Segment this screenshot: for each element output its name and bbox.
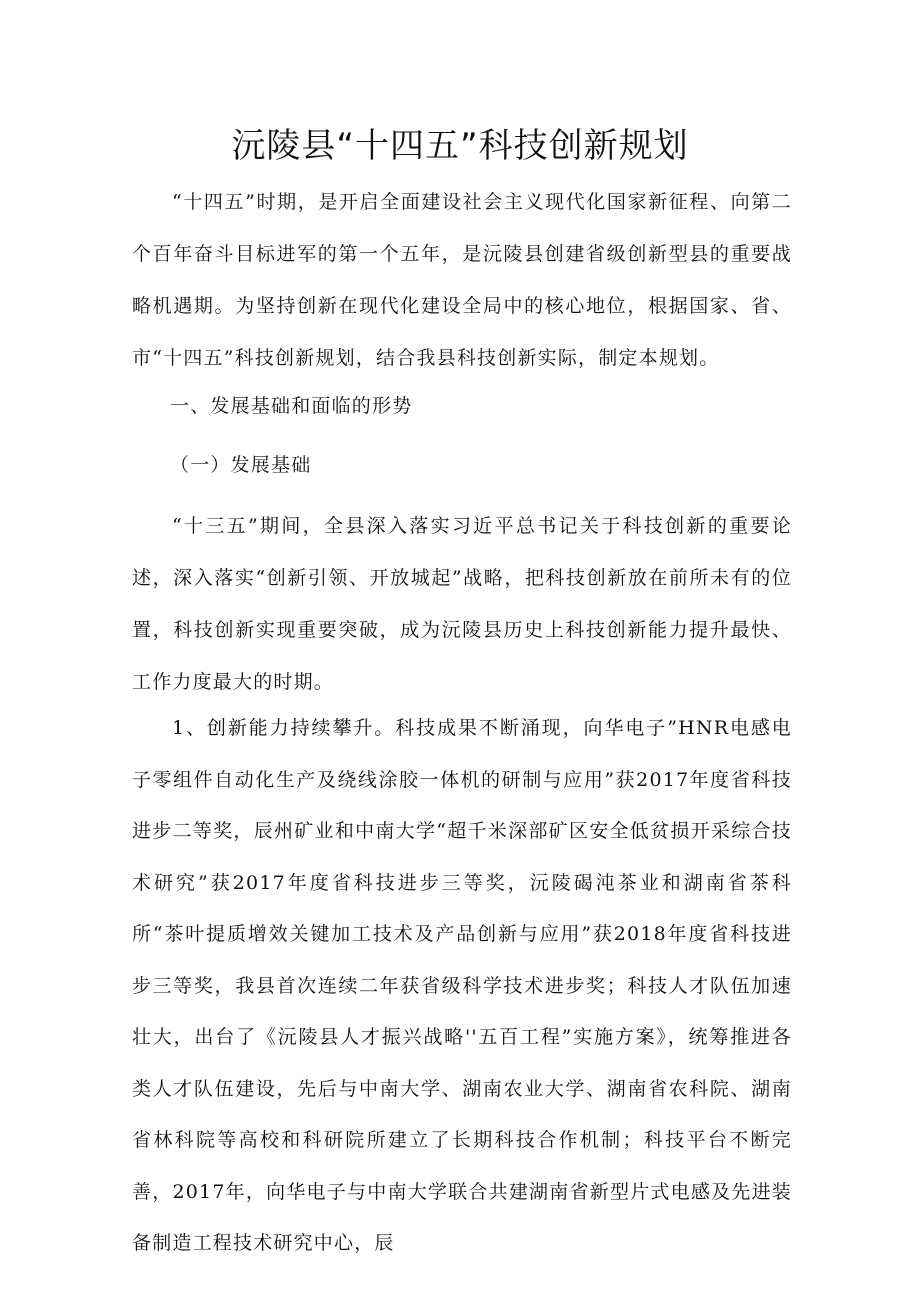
innovation-capability-paragraph: 1、创新能力持续攀升。科技成果不断涌现，向华电子”HNR电感电子零组件自动化生产及绕线涂胶一体机的研制与应用”获2017年度省科技进步二等奖，辰州矿业和中南大学“超千米深部矿区安全低贫损开采综合技术研究”获2017年度省科技进步三等奖，沅陵碣沌茶业和湖南省茶科所“茶叶提质增效关键加工技术及产品创新与应用”获2018年度省科技进步三等奖，我县首次连续二年获省级科学技术进步奖；科技人才队伍加速壮大，出台了《沅陵县人才振兴战略''五百工程”实施方案》，统筹推进各类人才队伍建设，先后与中南大学、湖南农业大学、湖南省农科院、湖南省林科院等高校和科研院所建立了长期科技合作机制；科技平台不断完善，2017年，向华电子与中南大学联合共建湖南省新型片式电感及先进装备制造工程技术研究中心，辰 xyxy=(132,717,792,1254)
section-heading: 一、发展基础和面临的形势 xyxy=(170,395,413,417)
foundation-paragraph: “十三五”期间，全县深入落实习近平总书记关于科技创新的重要论述，深入落实“创新引领、开放城起”战略，把科技创新放在前所未有的位置，科技创新实现重要突破，成为沅陵县历史上科技创新能力提升最快、工作力度最大的时期。 xyxy=(132,515,792,693)
subsection-heading: （一）发展基础 xyxy=(170,454,312,476)
document-title: 沅陵县“十四五”科技创新规划 xyxy=(231,126,689,166)
intro-paragraph: “十四五”时期，是开启全面建设社会主义现代化国家新征程、向第二个百年奋斗目标进军的第一个五年，是沅陵县创建省级创新型县的重要战略机遇期。为坚持创新在现代化建设全局中的核心地位，根据国家、省、市“十四五”科技创新规划，结合我县科技创新实际，制定本规划。 xyxy=(132,191,792,369)
